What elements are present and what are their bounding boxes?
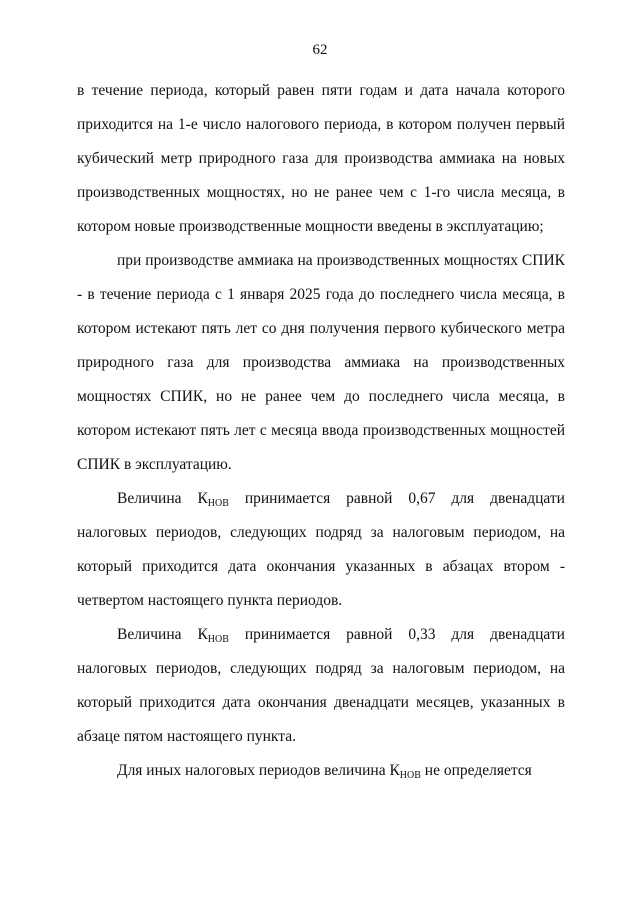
paragraph-knov-067-rest: принимается равной 0,67 для двенадцати налоговых периодов, следующих подряд за налоговым периодом, на который приходится дата окончания указанных в абзацах втором - четвертом настоящего пункта периодов. — [77, 490, 565, 609]
paragraph-other-periods-lead: Для иных налоговых периодов величина К — [117, 762, 400, 779]
paragraph-knov-033-rest: принимается равной 0,33 для двенадцати налоговых периодов, следующих подряд за налоговым периодом, на который приходится дата окончания двенадцати месяцев, указанных в абзаце пятом настоящего пункта. — [77, 626, 565, 745]
document-body — [77, 74, 565, 788]
paragraph-continuation: в течение периода, который равен пяти годам и дата начала которого приходится на 1-е число налогового периода, в котором получен первый кубический метр природного газа для производства аммиака на новых производственных мощностях, но не ранее чем с 1-го числа месяца, в котором новые производственные мощности введены в эксплуатацию; — [77, 82, 565, 235]
paragraph-knov-067-lead: Величина К — [117, 490, 208, 507]
paragraph-other-periods-rest: не определяется — [420, 762, 532, 779]
knov-subscript: НОВ — [207, 498, 229, 509]
paragraph-knov-033 — [77, 618, 565, 754]
knov-subscript: НОВ — [207, 634, 229, 645]
paragraph-knov-067 — [77, 482, 565, 618]
knov-subscript: НОВ — [399, 770, 421, 781]
paragraph-knov-033-lead: Величина К — [117, 626, 208, 643]
paragraph-spik-period: при производстве аммиака на производственных мощностях СПИК - в течение периода с 1 января 2025 года до последнего числа месяца, в котором истекают пять лет со дня получения первого кубического метра природного газа для производства аммиака на производственных мощностях СПИК, но не ранее чем до последнего числа месяца, в котором истекают пять лет с месяца ввода производственных мощностей СПИК в эксплуатацию. — [77, 252, 565, 473]
page-number: 62 — [312, 42, 328, 58]
paragraph-other-periods — [77, 754, 565, 788]
